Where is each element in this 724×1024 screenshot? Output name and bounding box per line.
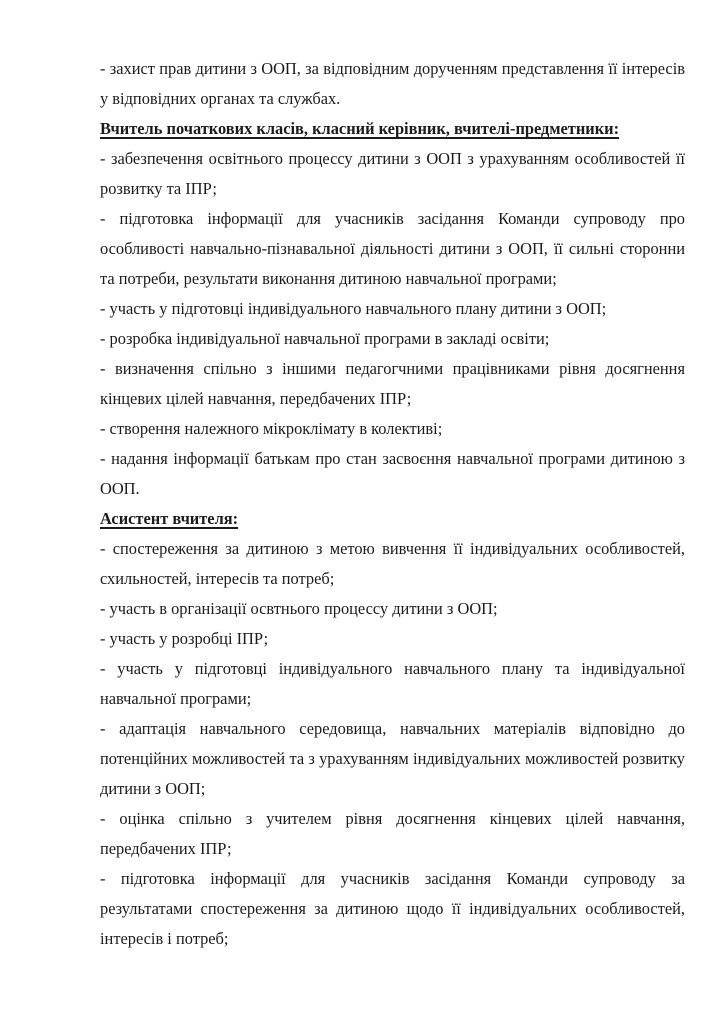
- paragraph-duty-parent-info: - надання інформації батькам про стан засвоєння навчальної програми дитиною з ООП.: [100, 449, 685, 498]
- paragraph-assistant-plan-preparation: - участь у підготовці індивідуального навчального плану та індивідуальної навчальної програми;: [100, 659, 685, 708]
- paragraph-assistant-adaptation: - адаптація навчального середовища, навчальних матеріалів відповідно до потенційних можливостей та з урахуванням індивідуальних можливостей розвитку дитини з ООП;: [100, 719, 685, 798]
- paragraph-duty-info-preparation: - підготовка інформації для учасників засідання Команди супроводу про особливості навчально-пізнавальної діяльності дитини з ООП, її сильні сторонни та потреби, результати виконання дитиною навчальної програми;: [100, 209, 685, 288]
- section-heading-teacher-assistant: Асистент вчителя:: [100, 509, 239, 528]
- paragraph-duty-microclimate: - створення належного мікроклімату в колективі;: [100, 419, 443, 438]
- paragraph-duty-program-development: - розробка індивідуальної навчальної програми в закладі освіти;: [100, 329, 550, 348]
- paragraph-duty-goal-assessment: - визначення спільно з іншими педагогчними працівниками рівня досягнення кінцевих цілей навчання, передбачених ІПР;: [100, 359, 685, 408]
- paragraph-assistant-info-preparation: - підготовка інформації для учасників засідання Команди супроводу за результатами спостереження за дитиною щодо її індивідуальних особливостей, інтересів і потреб;: [100, 869, 685, 948]
- document-body-text: [100, 54, 685, 954]
- paragraph-duty-individual-plan: - участь у підготовці індивідуального навчального плану дитини з ООП;: [100, 299, 607, 318]
- paragraph-assistant-ipr-development: - участь у розробці ІПР;: [100, 629, 269, 648]
- paragraph-assistant-evaluation: - оцінка спільно з учителем рівня досягнення кінцевих цілей навчання, передбачених ІПР;: [100, 809, 685, 858]
- paragraph-duty-rights-protection: - захист прав дитини з ООП, за відповідним дорученням представлення її інтересів у відповідних органах та службах.: [100, 59, 685, 108]
- paragraph-assistant-organization: - участь в організації освтнього процессу дитини з ООП;: [100, 599, 498, 618]
- paragraph-assistant-observation: - спостереження за дитиною з метою вивчення її індивідуальних особливостей, схильностей, інтересів та потреб;: [100, 539, 685, 588]
- paragraph-duty-education-process: - забезпечення освітнього процессу дитини з ООП з урахуванням особливостей її розвитку та ІПР;: [100, 149, 685, 198]
- section-heading-primary-teachers: Вчитель початкових класів, класний керівник, вчителі-предметники:: [100, 119, 620, 138]
